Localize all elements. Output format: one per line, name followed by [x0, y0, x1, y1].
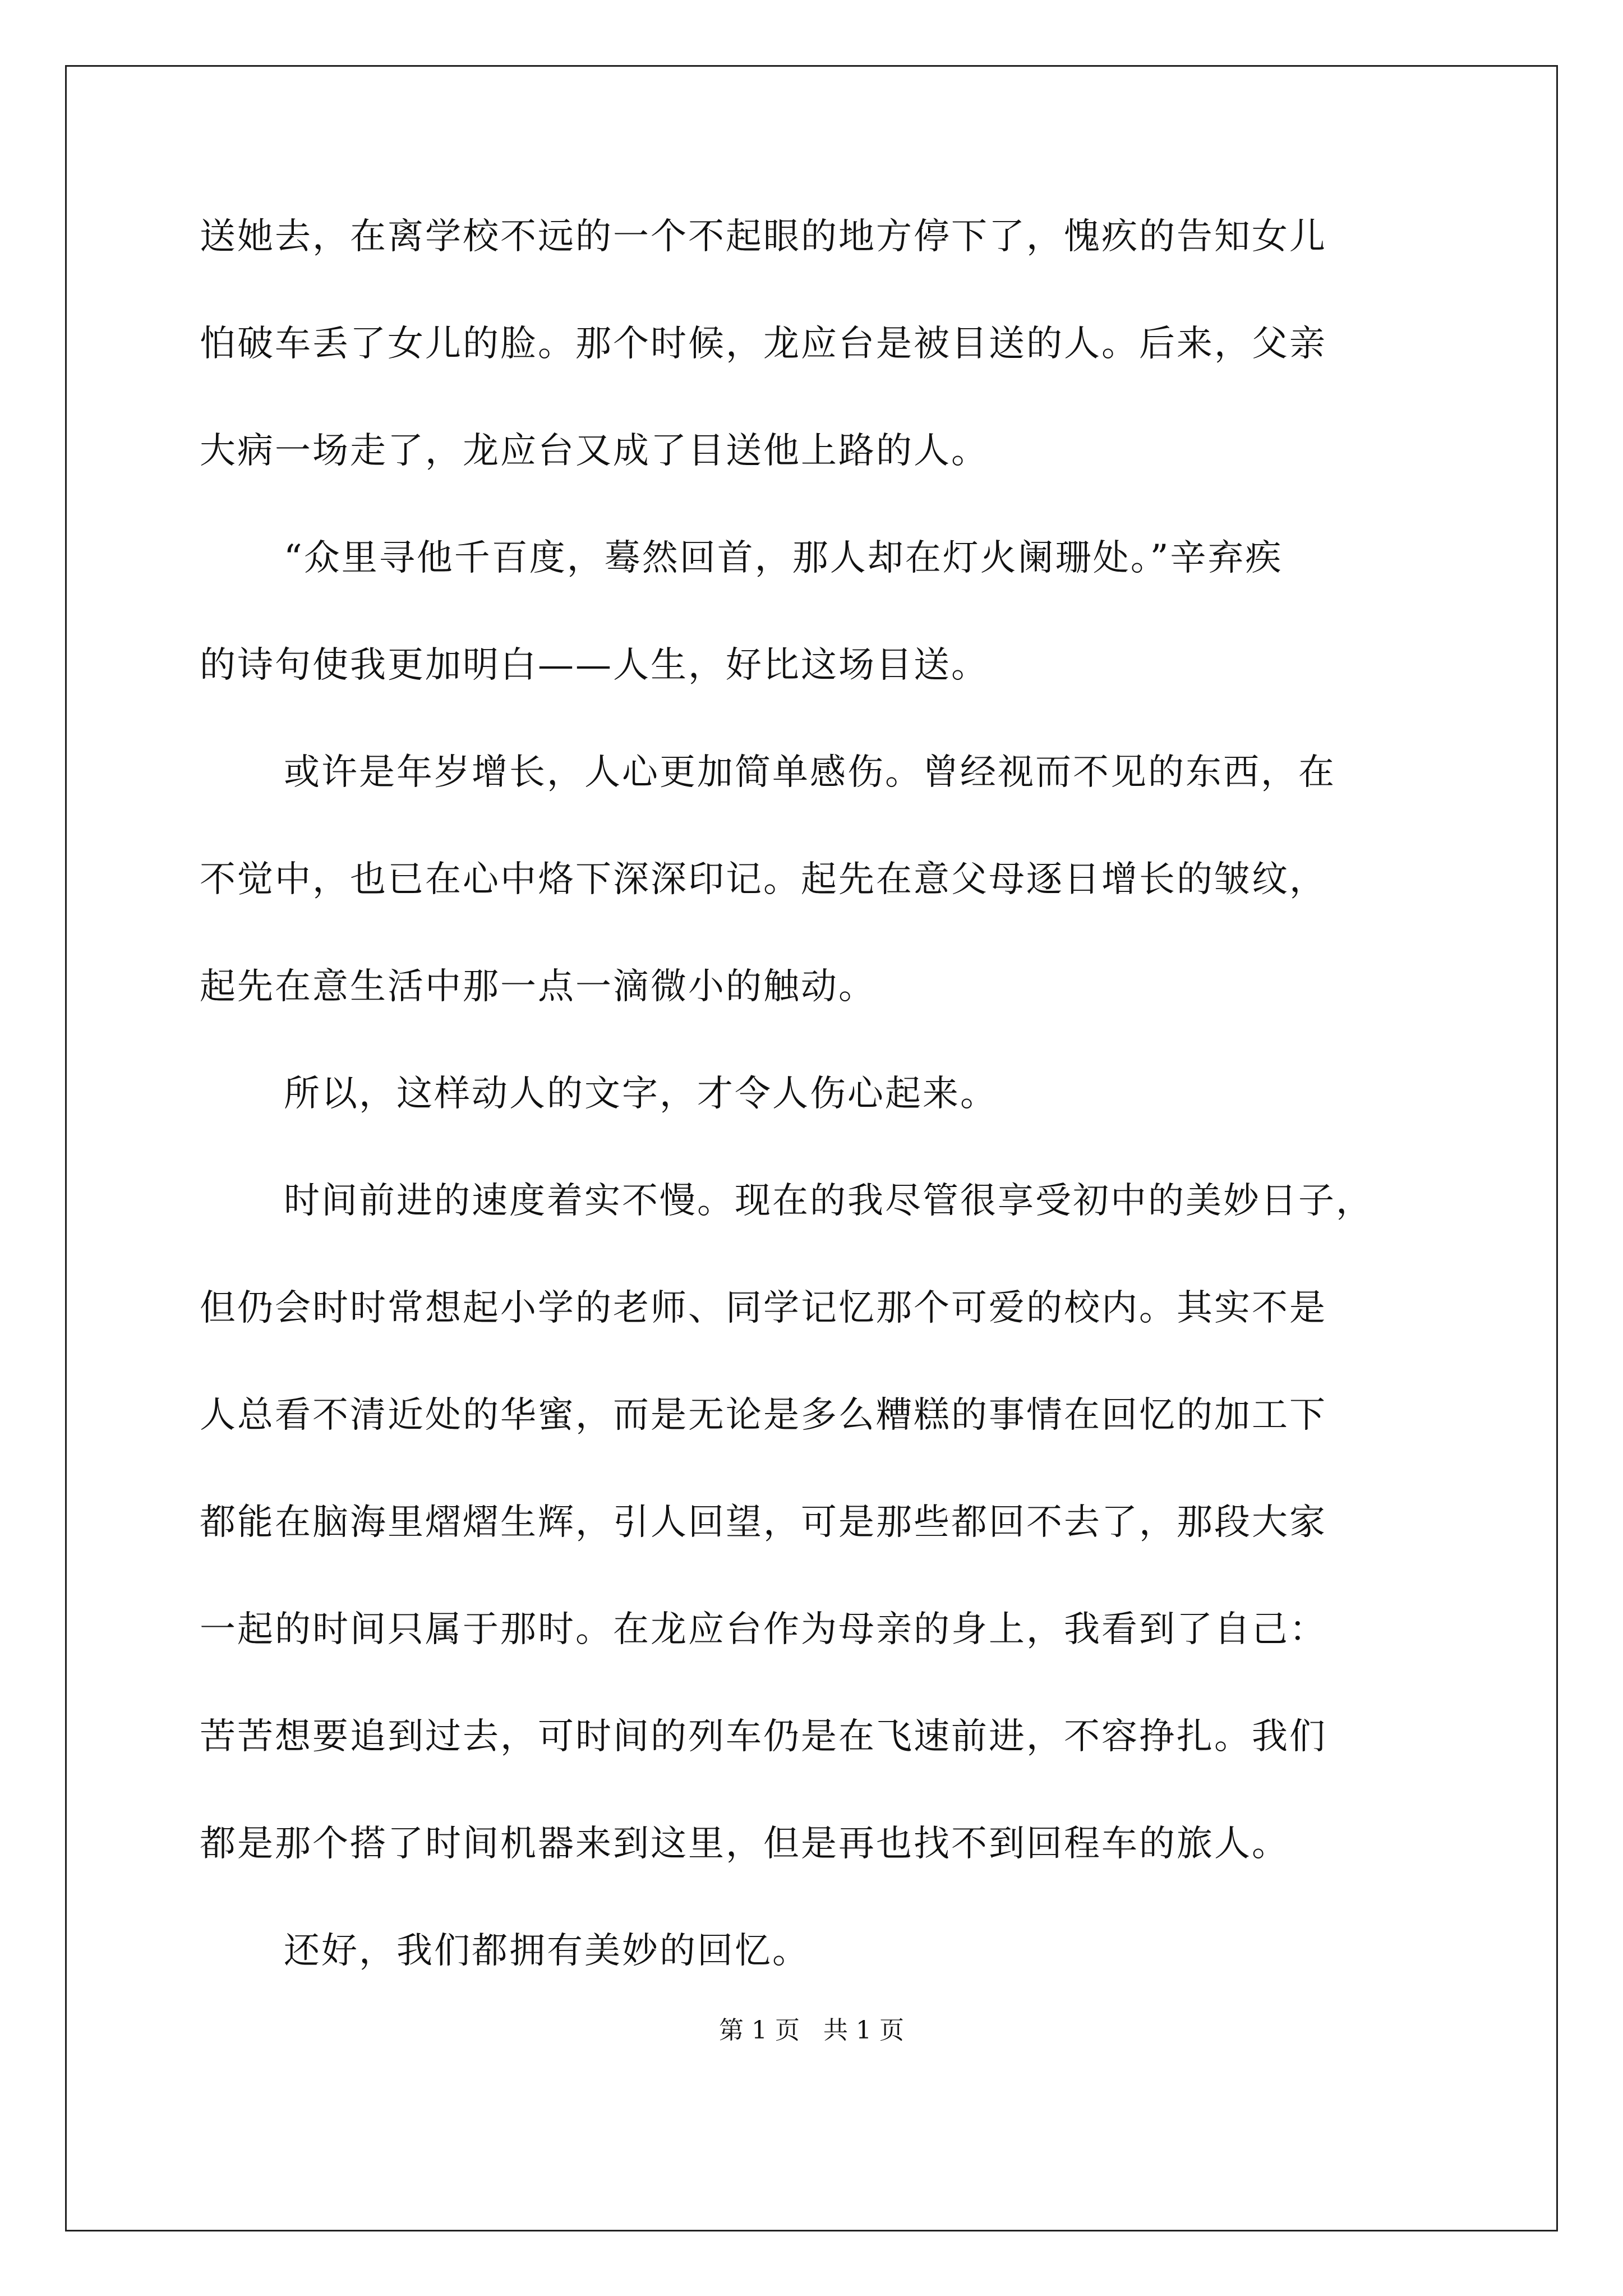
text-line: 不觉中，也已在心中烙下深深印记。起先在意父母逐日增长的皱纹，	[200, 859, 1327, 900]
text-line: 苦苦想要追到过去，可时间的列车仍是在飞速前进，不容挣扎。我们	[200, 1716, 1327, 1757]
paragraph-first-line: 所以，这样动人的文字，才令人伤心起来。	[284, 1073, 998, 1115]
text-line: 人总看不清近处的华蜜，而是无论是多么糟糕的事情在回忆的加工下	[200, 1395, 1327, 1436]
page-footer	[0, 2018, 1623, 2043]
text-line: 都是那个搭了时间机器来到这里，但是再也找不到回程车的旅人。	[200, 1823, 1289, 1865]
text-line: 送她去，在离学校不远的一个不起眼的地方停下了，愧疚的告知女儿	[200, 216, 1327, 257]
text-line: 大病一场走了，龙应台又成了目送他上路的人。	[200, 430, 989, 472]
paragraph-first-line: 还好，我们都拥有美妙的回忆。	[284, 1930, 810, 1972]
text-line: 一起的时间只属于那时。在龙应台作为母亲的身上，我看到了自己：	[200, 1609, 1327, 1650]
text-line: 但仍会时时常想起小学的老师、同学记忆那个可爱的校内。其实不是	[200, 1287, 1327, 1329]
paragraph-first-line: 或许是年岁增长，人心更加简单感伤。曾经视而不见的东西，在	[284, 752, 1336, 793]
page-number-label: 第 1 页 共 1 页	[719, 2016, 904, 2045]
text-line: 都能在脑海里熠熠生辉，引人回望，可是那些都回不去了，那段大家	[200, 1502, 1327, 1543]
paragraph-first-line: “众里寻他千百度，蓦然回首，那人却在灯火阑珊处。”辛弃疾	[284, 537, 1283, 579]
paragraph-first-line: 时间前进的速度着实不慢。现在的我尽管很享受初中的美妙日子，	[284, 1180, 1373, 1222]
document-body	[200, 216, 1450, 2040]
text-line: 起先在意生活中那一点一滴微小的触动。	[200, 966, 876, 1007]
text-line: 怕破车丢了女儿的脸。那个时候，龙应台是被目送的人。后来，父亲	[200, 323, 1327, 365]
text-line: 的诗句使我更加明白——人生，好比这场目送。	[200, 645, 989, 686]
